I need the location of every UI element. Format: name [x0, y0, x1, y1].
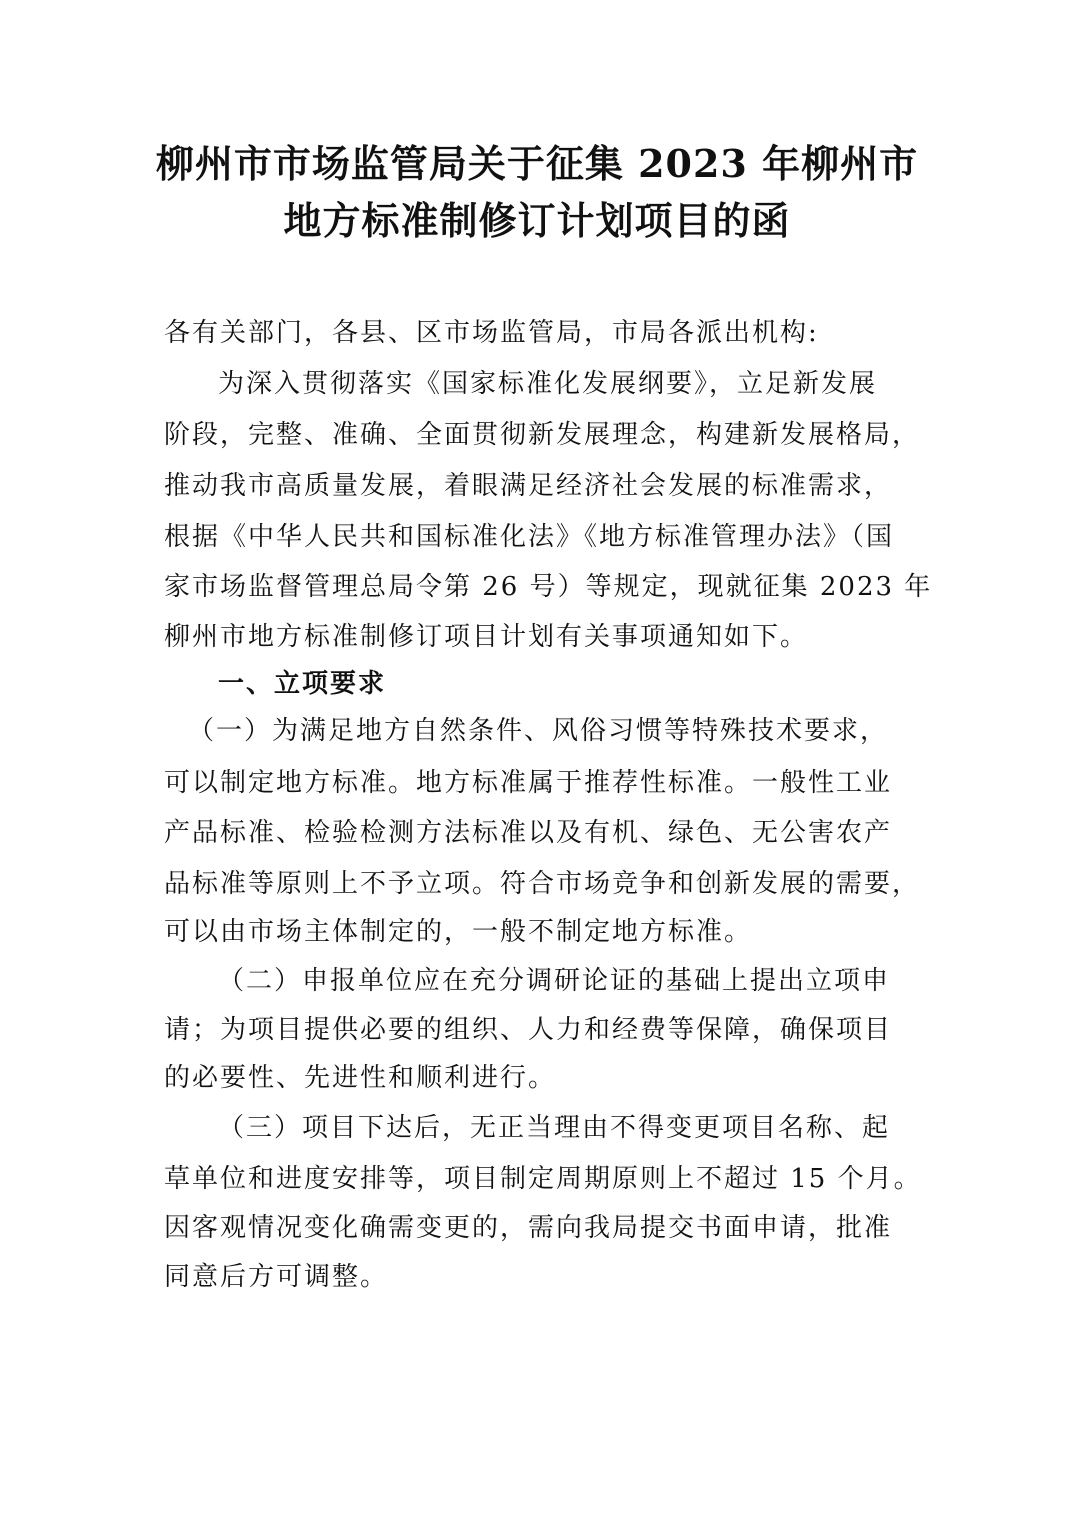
- item1-line-1: （一）为满足地方自然条件、风俗习惯等特殊技术要求，: [188, 716, 889, 746]
- item2-line-1: （二）申报单位应在充分调研论证的基础上提出立项申: [218, 966, 891, 996]
- item1-line-5: 可以由市场主体制定的，一般不制定地方标准。: [164, 917, 753, 947]
- intro-line-5: 家市场监督管理总局令第 26 号）等规定，现就征集 2023 年: [164, 572, 933, 602]
- item3-line-3: 因客观情况变化确需变更的，需向我局提交书面申请，批准: [164, 1213, 893, 1243]
- section-heading-1: 一、立项要求: [218, 669, 387, 699]
- document-title-line-2: 地方标准制修订计划项目的函: [283, 198, 791, 243]
- intro-line-4: 根据《中华人民共和国标准化法》《地方标准管理办法》（国: [164, 522, 895, 552]
- salutation: 各有关部门，各县、区市场监管局，市局各派出机构:: [164, 318, 819, 348]
- intro-line-1: 为深入贯彻落实《国家标准化发展纲要》，立足新发展: [218, 369, 878, 399]
- intro-line-6: 柳州市地方标准制修订项目计划有关事项通知如下。: [164, 622, 809, 652]
- intro-line-2: 阶段，完整、准确、全面贯彻新发展理念，构建新发展格局，: [164, 420, 921, 450]
- item1-line-3: 产品标准、检验检测方法标准以及有机、绿色、无公害农产: [164, 818, 893, 848]
- item3-line-2: 草单位和进度安排等，项目制定周期原则上不超过 15 个月。: [164, 1164, 922, 1194]
- item3-line-1: （三）项目下达后，无正当理由不得变更项目名称、起: [218, 1113, 891, 1143]
- item1-line-2: 可以制定地方标准。地方标准属于推荐性标准。一般性工业: [164, 768, 893, 798]
- item2-line-2: 请；为项目提供必要的组织、人力和经费等保障，确保项目: [164, 1015, 893, 1045]
- document-title-line-1: 柳州市市场监管局关于征集 2023 年柳州市: [155, 141, 919, 186]
- intro-line-3: 推动我市高质量发展，着眼满足经济社会发展的标准需求，: [164, 471, 893, 501]
- item1-line-4: 品标准等原则上不予立项。符合市场竞争和创新发展的需要，: [164, 869, 921, 899]
- item3-line-4: 同意后方可调整。: [164, 1262, 389, 1292]
- item2-line-3: 的必要性、先进性和顺利进行。: [164, 1063, 557, 1093]
